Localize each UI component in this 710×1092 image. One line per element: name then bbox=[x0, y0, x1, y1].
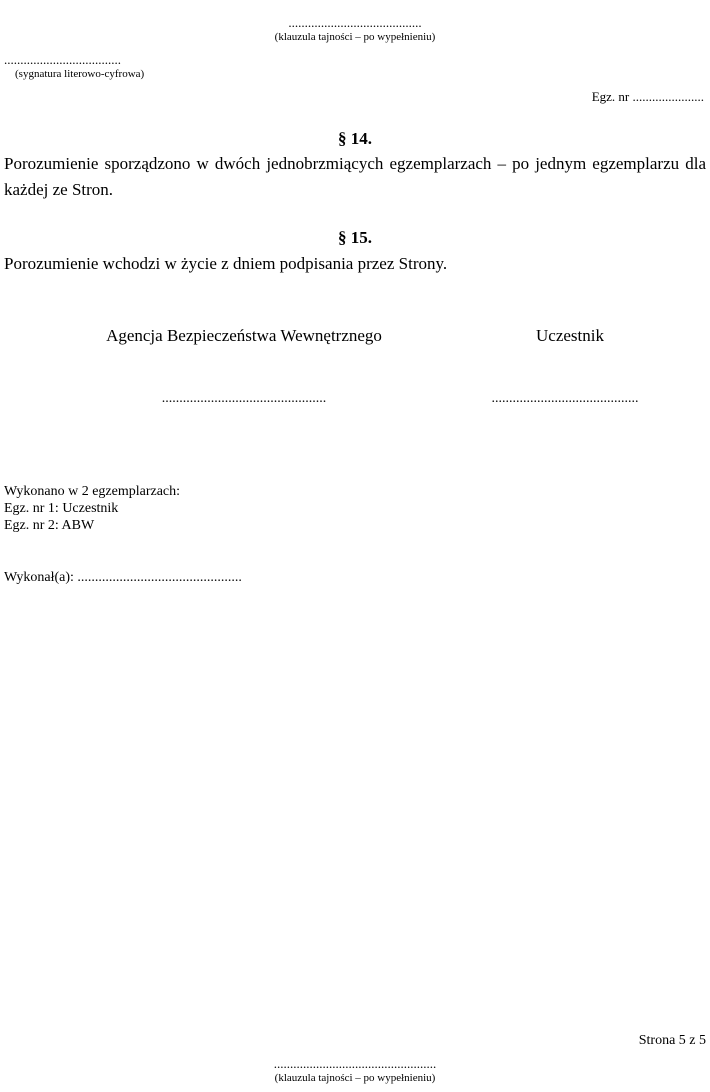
signature-line-participant: .......................................... bbox=[491, 391, 639, 406]
section-14-heading: § 14. bbox=[338, 129, 372, 148]
party-participant-label: Uczestnik bbox=[536, 326, 604, 345]
section-15-text: Porozumienie wchodzi w życie z dniem podpisania przez Strony. bbox=[4, 254, 448, 273]
distribution-list bbox=[4, 483, 180, 534]
distribution-copy-1: Egz. nr 1: Uczestnik bbox=[4, 501, 119, 516]
case-signature-caption: (sygnatura literowo-cyfrowa) bbox=[15, 68, 145, 80]
section-14-text: Porozumienie sporządzono w dwóch jednobrzmiących egzemplarzach – po jednym egzemplarzu dla każdej ze Stron. bbox=[4, 154, 706, 199]
classification-header bbox=[0, 16, 710, 44]
section-15-heading: § 15. bbox=[338, 228, 372, 247]
case-signature-dots: .................................... bbox=[4, 52, 121, 67]
signature-line-abw: ............................................... bbox=[161, 391, 327, 406]
page-number: Strona 5 z 5 bbox=[638, 1033, 706, 1048]
footer-classification-dots: .................................................. bbox=[273, 1056, 437, 1071]
case-signature-block bbox=[4, 53, 144, 81]
party-abw-label: Agencja Bezpieczeństwa Wewnętrznego bbox=[106, 326, 382, 345]
classification-dots: ......................................... bbox=[288, 15, 422, 30]
footer-classification-caption: (klauzula tajności – po wypełnieniu) bbox=[274, 1072, 436, 1084]
classification-caption: (klauzula tajności – po wypełnieniu) bbox=[274, 31, 436, 43]
distribution-copy-2: Egz. nr 2: ABW bbox=[4, 518, 95, 533]
executed-by: Wykonał(a): ............................................... bbox=[4, 570, 242, 585]
copy-number: Egz. nr ...................... bbox=[591, 89, 704, 104]
distribution-title: Wykonano w 2 egzemplarzach: bbox=[4, 484, 181, 499]
classification-footer bbox=[0, 1057, 710, 1085]
